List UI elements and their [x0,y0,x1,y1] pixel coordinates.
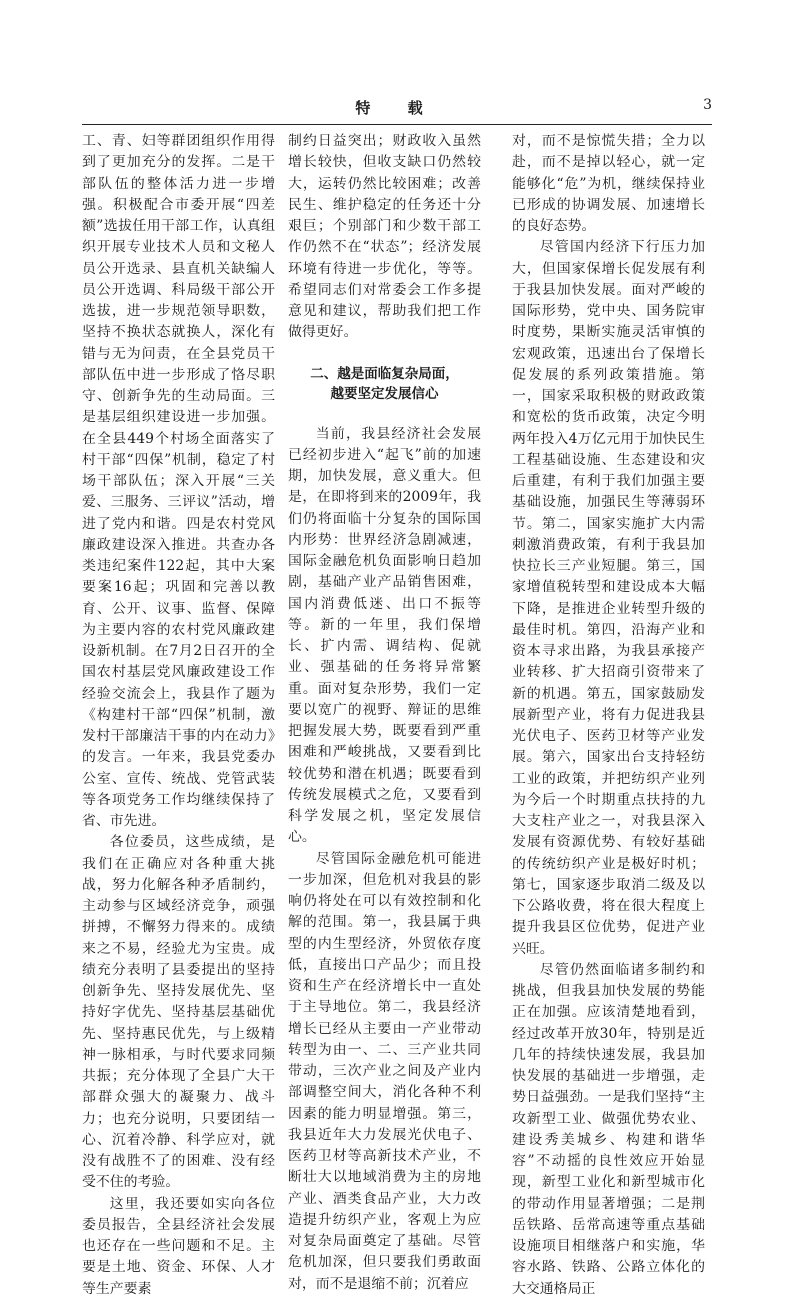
section-heading-line: 越要坚定发展信心 [330,385,439,402]
paragraph: 尽管仍然面临诸多制约和挑战，但我县加快发展的势能正在加强。应该清楚地看到，经过改革开放30年，特别是近几年的持续快速发展，我县加快发展的基础进一步增强，走势日益强劲。一是我们坚持“主攻新型工业、做强优势农业、建设秀美城乡、构建和谐华容”不动摇的良性效应开始显现，新型工业化和新型城市化的带动作用显著增强；二是荆岳铁路、岳常高速等重点基础设施项目相继落户和实施，华容水路、铁路、公路立体化的大交通格局正 [512,961,705,1297]
paragraph: 尽管国际金融危机可能进一步加深，但危机对我县的影响仍将处在可以有效控制和化解的范围。第一，我县属于典型的内生型经济，外贸依存度低，直接出口产品少；而且投资和生产在经济增长中一直处于主导地位。第二，我县经济增长已经从主要由一产业带动转型为由一、二、三产业共同带动，三次产业之间及产业内部调整空间大，消化各种不利因素的能力明显增强。第三，我县近年大力发展光伏电子、医药卫材等高新技术产业，不断壮大以地域消费为主的房地产业、酒类食品产业，大力改造提升纺织产业，客观上为应对复杂局面奠定了基础。尽管危机加深，但只要我们勇敢面对，而不是退缩不前；沉着应 [288,850,481,1292]
section-heading [288,364,481,404]
column-2 [288,131,481,1295]
paragraph: 制约日益突出；财政收入虽然增长较快，但收支缺口仍然较大，运转仍然比较困难；改善民生、维护稳定的任务还十分艰巨；个别部门和少数干部工作仍然不在“状态”；经济发展环境有待进一步优化，等等。希望同志们对常委会工作多提意见和建议，帮助我们把工作做得更好。 [288,133,481,341]
paragraph: 对，而不是惊慌失措；全力以赴，而不是掉以轻心，就一定能够化“危”为机，继续保持业已形成的协调发展、加速增长的良好态势。 [512,133,705,234]
section-heading-line: 二、越是面临复杂局面， [310,365,459,382]
section-title: 特 载 [355,99,439,117]
header-rule [82,124,712,125]
column-1 [82,131,275,1300]
paragraph: 这里，我还要如实向各位委员报告，全县经济社会发展也还存在一些问题和不足。主要是土地、资金、环保、人才等生产要素 [82,1195,275,1297]
column-3 [512,131,705,1300]
paragraph: 当前，我县经济社会发展已经初步进入“起飞”前的加速期，加快发展，意义重大。但是，在即将到来的2009年，我们仍将面临十分复杂的国际国内形势：世界经济急剧减速，国际金融危机负面影响日趋加剧，基础产业产品销售困难，国内消费低迷、出口不振等等。新的一年里，我们保增长、扩内需、调结构、促就业、强基础的任务将异常繁重。面对复杂形势，我们一定要以宽广的视野、辩证的思维把握发展大势，既要看到严重困难和严峻挑战，又要看到比较优势和潜在机遇；既要看到传统发展模式之危，又要看到科学发展之机，坚定发展信心。 [288,425,481,846]
paragraph: 尽管国内经济下行压力加大，但国家保增长促发展有利于我县加快发展。面对严峻的国际形势，党中央、国务院审时度势，果断实施灵活审慎的宏观政策，迅速出台了保增长促发展的系列政策措施。第一，国家采取积极的财政政策和宽松的货币政策，决定今明两年投入4万亿元用于加快民生工程基础设施、生态建设和灾后重建，有利于我们加强主要基础设施，加强民生等薄弱环节。第二，国家实施扩大内需刺激消费政策，有利于我县加快拉长三产业短腿。第三，国家增值税转型和建设成本大幅下降，是推进企业转型升级的最佳时机。第四，沿海产业和资本寻求出路，为我县承接产业转移、扩大招商引资带来了新的机遇。第五，国家鼓励发展新型产业，将有力促进我县光伏电子、医药卫材等产业发展。第六，国家出台支持轻纺工业的政策，并把纺织产业列为今后一个时期重点扶持的九大支柱产业之一，对我县深入发展有资源优势、有较好基础的传统纺织产业是极好时机；第七，国家逐步取消二级及以下公路收费，将在很大程度上提升我县区位优势，促进产业兴旺。 [512,239,705,957]
running-header [82,97,712,121]
page-number: 3 [703,97,712,113]
paragraph: 各位委员，这些成绩，是我们在正确应对各种重大挑战，努力化解各种矛盾制约，主动参与区域经济竞争，顽强拼搏，不懈努力得来的。成绩来之不易，经验尤为宝贵。成绩充分表明了县委提出的坚持创新争先、坚持发展优先、坚持好字优先、坚持基层基础优先、坚持惠民优先，与上级精神一脉相承，与时代要求同频共振；充分体现了全县广大干部群众强大的凝聚力、战斗力；也充分说明，只要团结一心、沉着冷静、科学应对，就没有战胜不了的困难、没有经受不住的考验。 [82,834,275,1191]
paragraph: 工、青、妇等群团组织作用得到了更加充分的发挥。二是干部队伍的整体活力进一步增强。积极配合市委开展“四差额”选拔任用干部工作，认真组织开展专业技术人员和文秘人员公开选录、县直机关缺编人员公开选调、科局级干部公开选拔，进一步规范领导职数，坚持不换状态就换人，深化有错与无为问责，在全县党员干部队伍中进一步形成了恪尽职守、创新争先的生动局面。三是基层组织建设进一步加强。在全县449个村场全面落实了村干部“四保”机制，稳定了村场干部队伍；深入开展“三关爱、三服务、三评议”活动，增进了党内和谐。四是农村党风廉政建设深入推进。共查办各类违纪案件122起，其中大案要案16起；巩固和完善以教育、公开、议事、监督、保障为主要内容的农村党风廉政建设新机制。在7月2日召开的全国农村基层党风廉政建设工作经验交流会上，我县作了题为《构建村干部“四保”机制，激发村干部廉洁干事的内在动力》的发言。一年来，我县党委办公室、宣传、统战、党管武装等各项党务工作均继续保持了省、市先进。 [82,133,275,829]
